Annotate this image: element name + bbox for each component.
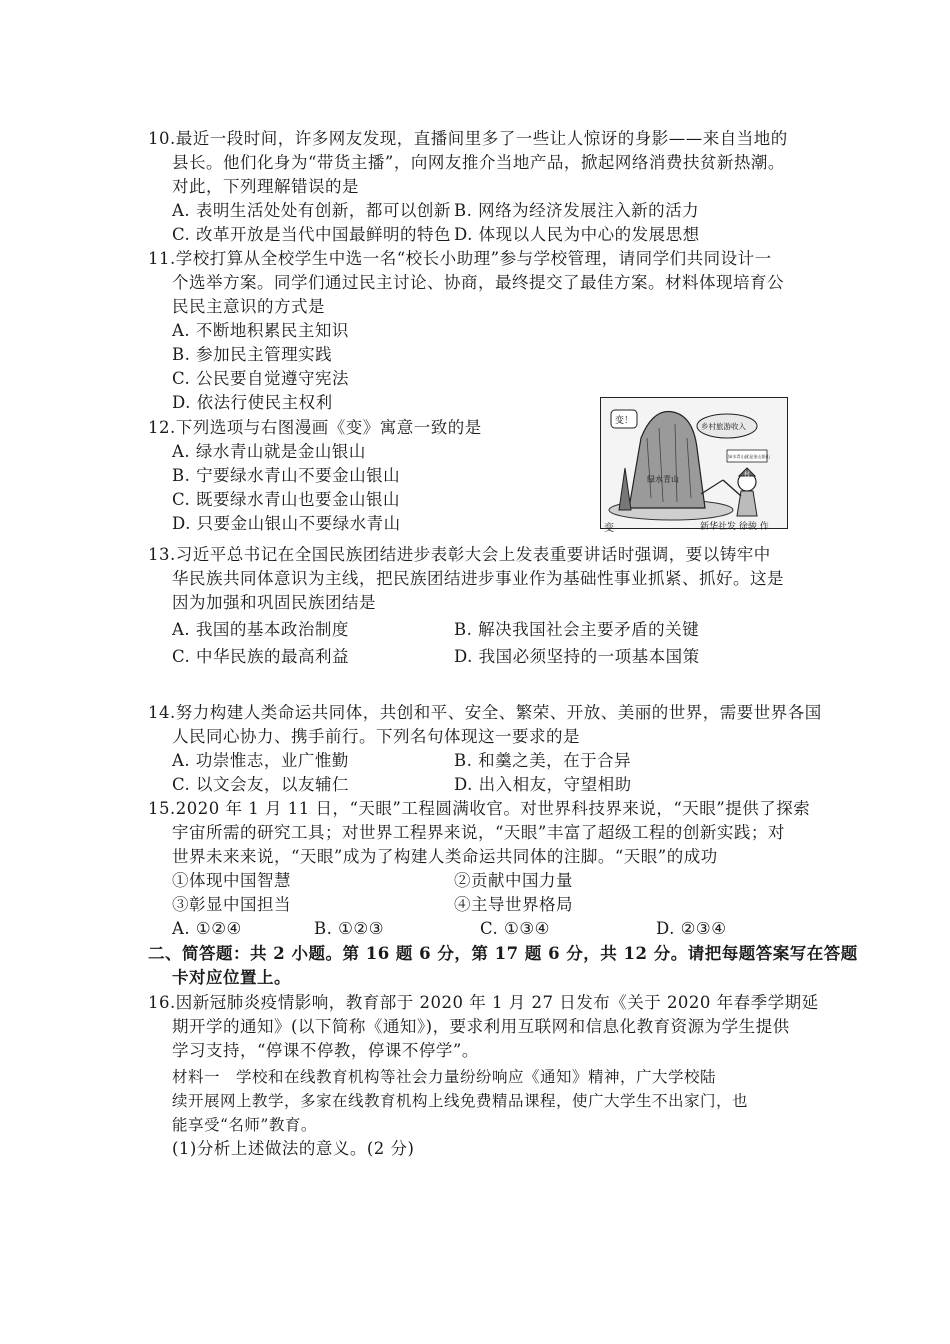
option-b: B. 宁要绿水青山不要金山银山	[172, 466, 401, 485]
question-13	[148, 543, 798, 669]
question-stem-line: 民民主意识的方式是	[172, 297, 325, 316]
option-d: D. ②③④	[656, 919, 727, 938]
option-d: D. 只要金山银山不要绿水青山	[172, 514, 401, 533]
question-14	[148, 701, 822, 797]
option-b: B. 网络为经济发展注入新的活力	[454, 201, 700, 220]
section-heading-line: 卡对应位置上。	[172, 968, 291, 987]
option-d: D. 依法行使民主权利	[172, 393, 333, 412]
cartoon-image	[600, 397, 788, 529]
option-c: C. 公民要自觉遵守宪法	[172, 369, 350, 388]
question-stem-line: 宇宙所需的研究工具；对世界工程界来说，“天眼”丰富了超级工程的创新实践；对	[172, 823, 785, 842]
option-a: A. 表明生活处处有创新，都可以创新	[172, 201, 451, 220]
question-stem-line: 16.因新冠肺炎疫情影响，教育部于 2020 年 1 月 27 日发布《关于 2020 年春季学期延	[148, 993, 819, 1012]
question-stem-line: 对此，下列理解错误的是	[172, 177, 359, 196]
cartoon-sign-text: 绿水青山就是金山银山	[728, 454, 770, 459]
option-a: A. 绿水青山就是金山银山	[172, 442, 366, 461]
section-heading-line: 二、简答题：共 2 小题。第 16 题 6 分，第 17 题 6 分，共 12 分。请把每题答案写在答题	[148, 944, 858, 963]
question-stem-line: 个选举方案。同学们通过民主讨论、协商，最终提交了最佳方案。材料体现培育公	[172, 273, 784, 292]
question-stem-line: 期开学的通知》(以下简称《通知》)，要求利用互联网和信息化教育资源为学生提供	[172, 1017, 790, 1036]
question-10	[148, 127, 798, 247]
statement-3: ③彰显中国担当	[172, 895, 291, 914]
statement-2: ②贡献中国力量	[454, 871, 573, 890]
question-15	[148, 797, 811, 941]
question-16	[148, 991, 819, 1161]
option-a: A. 不断地积累民主知识	[172, 321, 349, 340]
option-b: B. 解决我国社会主要矛盾的关键	[454, 620, 700, 639]
question-stem-line: 10.最近一段时间，许多网友发现，直播间里多了一些让人惊讶的身影——来自当地的	[148, 129, 788, 148]
question-11	[148, 247, 798, 415]
cartoon-mountain-text: 绿水青山	[647, 475, 679, 484]
question-stem-line: 12.下列选项与右图漫画《变》寓意一致的是	[148, 418, 482, 437]
question-stem-line: 县长。他们化身为“带货主播”，向网友推介当地产品，掀起网络消费扶贫新热潮。	[172, 153, 785, 172]
option-c: C. 以文会友，以友辅仁	[172, 775, 350, 794]
option-a: A. 我国的基本政治制度	[172, 620, 349, 639]
option-d: D. 体现以人民为中心的发展思想	[454, 225, 700, 244]
statement-4: ④主导世界格局	[454, 895, 573, 914]
option-b: B. ①②③	[314, 919, 384, 938]
cartoon-caption-credit: 新华社发 徐骏 作	[700, 522, 769, 532]
option-a: A. 功崇惟志，业广惟勤	[172, 751, 349, 770]
material-line: 能享受“名师”教育。	[172, 1116, 317, 1134]
section-2-heading	[148, 942, 858, 990]
option-c: C. 改革开放是当代中国最鲜明的特色	[172, 225, 452, 244]
question-stem-line: 华民族共同体意识为主线，把民族团结进步事业作为基础性事业抓紧、抓好。这是	[172, 569, 784, 588]
cartoon-drawing	[601, 398, 788, 529]
cartoon-hat-text: 村	[744, 471, 751, 478]
option-d: D. 出入相友，守望相助	[454, 775, 632, 794]
question-stem-line: 15.2020 年 1 月 11 日，“天眼”工程圆满收官。对世界科技界来说，“天眼”提供了探索	[148, 799, 811, 818]
material-line: 续开展网上教学，多家在线教育机构上线免费精品课程，使广大学生不出家门，也	[172, 1092, 749, 1110]
option-a: A. ①②④	[172, 919, 242, 938]
cartoon-bubble-text: 变！	[615, 416, 634, 426]
sub-question-1: (1)分析上述做法的意义。(2 分)	[172, 1139, 415, 1158]
question-stem-line: 学习支持，“停课不停教，停课不停学”。	[172, 1041, 479, 1060]
option-d: D. 我国必须坚持的一项基本国策	[454, 647, 700, 666]
option-c: C. 中华民族的最高利益	[172, 647, 350, 666]
question-stem-line: 13.习近平总书记在全国民族团结进步表彰大会上发表重要讲话时强调，要以铸牢中	[148, 545, 771, 564]
option-b: B. 参加民主管理实践	[172, 345, 333, 364]
cartoon-cloud-text: 乡村旅游收入	[701, 422, 746, 431]
cartoon-caption-title: 变	[604, 523, 614, 534]
option-c: C. ①③④	[480, 919, 550, 938]
question-stem-line: 14.努力构建人类命运共同体，共创和平、安全、繁荣、开放、美丽的世界，需要世界各国	[148, 703, 822, 722]
statement-1: ①体现中国智慧	[172, 871, 291, 890]
question-stem-line: 世界未来来说，“天眼”成为了构建人类命运共同体的注脚。“天眼”的成功	[172, 847, 718, 866]
question-stem-line: 因为加强和巩固民族团结是	[172, 593, 376, 612]
question-stem-line: 人民同心协力、携手前行。下列名句体现这一要求的是	[172, 727, 580, 746]
option-c: C. 既要绿水青山也要金山银山	[172, 490, 401, 509]
question-stem-line: 11.学校打算从全校学生中选一名“校长小助理”参与学校管理，请同学们共同设计一	[148, 249, 772, 268]
option-b: B. 和羹之美，在于合异	[454, 751, 632, 770]
material-line: 材料一 学校和在线教育机构等社会力量纷纷响应《通知》精神，广大学校陆	[172, 1068, 717, 1086]
